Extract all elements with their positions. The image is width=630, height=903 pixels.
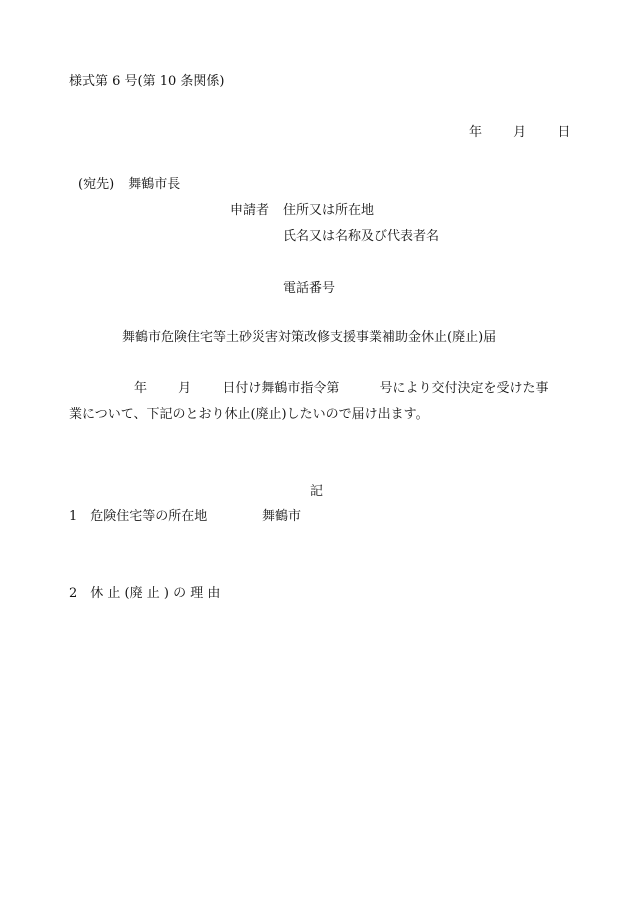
header-date-day: 日: [557, 125, 571, 140]
item-2-label: 2 休 止 (廃 止 ) の 理 由: [69, 586, 221, 601]
applicant-name-label: 氏名又は名称及び代表者名: [283, 229, 440, 244]
form-number: 様式第 6 号(第 10 条関係): [69, 74, 225, 89]
addressee-name: 舞鶴市長: [128, 177, 181, 192]
body-line-1-end: 号により交付決定を受けた事: [379, 381, 549, 396]
header-date-month: 月: [513, 125, 527, 140]
body-line-2: 業について、下記のとおり休止(廃止)したいので届け出ます。: [69, 407, 429, 422]
body-line-1-rest: 日付け舞鶴市指令第: [222, 381, 340, 396]
header-date-year: 年: [469, 125, 483, 140]
addressee: [78, 178, 180, 191]
item-1-value: 舞鶴市: [262, 509, 302, 524]
item-1-label: 1 危険住宅等の所在地: [69, 509, 208, 524]
body-year: 年: [134, 381, 148, 396]
header-date: [469, 126, 570, 139]
document-title: 舞鶴市危険住宅等土砂災害対策改修支援事業補助金休止(廃止)届: [122, 330, 497, 345]
applicant-phone-label: 電話番号: [283, 281, 336, 296]
applicant-address-label: 住所又は所在地: [283, 203, 375, 218]
applicant-label: 申請者: [230, 203, 270, 218]
body-month: 月: [178, 381, 192, 396]
body-line-1: [134, 382, 548, 395]
ki-heading: 記: [310, 484, 324, 499]
addressee-prefix: (宛先): [78, 177, 115, 192]
